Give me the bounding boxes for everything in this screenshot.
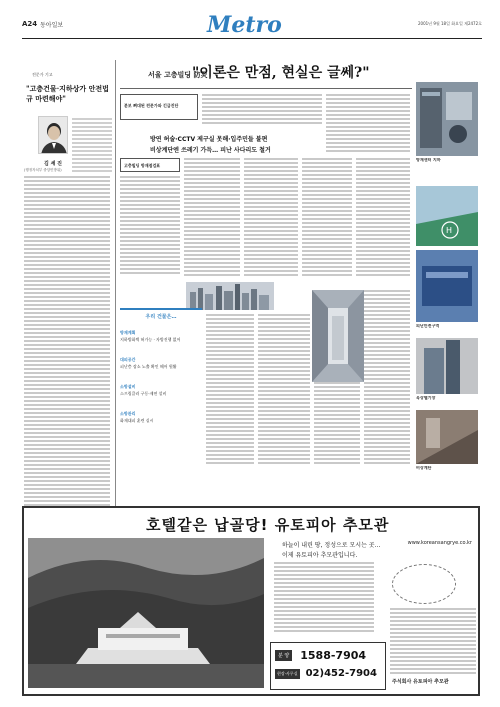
checklist-item — [120, 357, 202, 370]
ad-body-right — [390, 608, 476, 674]
checklist-item-label: 방재계획 — [120, 330, 136, 335]
rooftop-photo — [416, 186, 478, 246]
ad-phone-box — [270, 642, 386, 690]
photo-caption-1: 방재센터 지하 — [416, 158, 441, 162]
lead-intro — [202, 94, 322, 124]
checklist-item — [120, 411, 202, 424]
server-room-caption-text — [416, 158, 478, 184]
photo-caption-2: 피난안전구역 — [416, 324, 440, 328]
ad-subtitle: 하늘이 내린 땅, 정성으로 모시는 곳… — [282, 542, 381, 549]
lead-body-col-9 — [364, 290, 410, 464]
lead-intro-2 — [326, 94, 410, 154]
ad-url: www.koreansangrye.co.kr — [407, 540, 472, 546]
checklist-item-text: 스프링클러 구동·제연 설비 — [120, 391, 167, 396]
author-affiliation: (행정자치부 중앙민방위) — [24, 168, 62, 172]
sub-headline: 방연 허술·CCTV 제구실 못해·입주민들 불편 — [150, 136, 268, 143]
ad-body-left — [274, 562, 374, 634]
checklist-item-text: 지하방화벽 허가능 · 자방진행 없어 — [120, 337, 181, 342]
expert-column — [22, 72, 112, 542]
ad-badge — [392, 564, 456, 604]
lead-body-col-7 — [258, 314, 310, 464]
diagnosis-box — [120, 94, 198, 120]
photo-caption-4: 비상계단 — [416, 466, 432, 470]
ad-company: 주식회사 유토피아 추모관 — [392, 679, 449, 685]
diagnosis-box-kicker: 분보 뼈대된 전문가와 긴급진단 — [124, 103, 179, 108]
lead-body-col-3 — [244, 158, 298, 278]
city-skyline-photo — [186, 282, 274, 310]
checklist-item-label: 소방관리 — [120, 411, 136, 416]
author-portrait — [38, 116, 68, 154]
helipad-photo — [416, 338, 478, 394]
checklist-title: 우리 건물은… — [145, 314, 177, 320]
masthead — [22, 14, 482, 38]
sidebar-divider — [115, 60, 116, 550]
photo-caption-3: 옥상헬기장 — [416, 396, 436, 400]
checklist-item — [120, 384, 202, 397]
page-number: A24 — [22, 20, 38, 28]
svg-text:H: H — [446, 226, 453, 235]
issue-date: 2001년 9월 18일 화요일 제2472호 — [418, 21, 482, 26]
checklist-item — [120, 330, 202, 343]
ad-subtitle-2: 이제 유토피아 추모관입니다. — [282, 552, 358, 559]
helipad-caption-text — [416, 396, 478, 408]
paper-name: 동아일보 — [40, 22, 64, 29]
lead-body-col-1 — [120, 176, 180, 276]
lead-body-col-2 — [184, 158, 240, 278]
phone-number-office: 02)452-7904 — [305, 668, 377, 679]
phone-label-office: 현장·사무실 — [275, 669, 300, 679]
section-title: Metro — [207, 12, 282, 38]
checklist-caption-box — [120, 158, 180, 172]
sub-headline-2: 비상계단엔 쓰레기 가득… 피난 사다리도 철거 — [150, 147, 271, 154]
column-headline: "고층건물·지하상가 안전법규 마련해야" — [26, 84, 109, 103]
checklist-caption: 고층빌딩 방재점검표 — [124, 163, 161, 168]
checklist-item-label: 소방설비 — [120, 384, 136, 389]
author-name: 김 세 진 — [44, 161, 62, 167]
lead-body-col-4 — [302, 158, 352, 278]
phone-number-sales: 1588-7904 — [300, 649, 367, 662]
building-checklist — [120, 308, 202, 508]
lead-deck: 서울 고층빌딩 防災 — [148, 71, 208, 79]
lead-headline: "이론은 만점, 현실은 글쎄?" — [192, 65, 370, 81]
memorial-advertisement — [22, 506, 480, 696]
masthead-rule — [22, 38, 482, 39]
lead-body-col-5 — [356, 158, 410, 278]
safety-zone-photo — [416, 250, 478, 322]
stairwell-caption-text — [416, 466, 478, 478]
lead-body-col-6 — [206, 314, 254, 464]
phone-label-sales: 분 양 — [275, 650, 292, 661]
hallway-photo — [312, 290, 364, 382]
column-body-top — [72, 118, 112, 178]
column-kicker: 전문가 기고 — [32, 72, 53, 77]
ad-title: 호텔같은 납골당! 유토피아 추모관 — [146, 516, 390, 534]
checklist-item-text: 화재대피 훈련 실시 — [120, 418, 154, 423]
server-room-photo — [416, 82, 478, 156]
checklist-item-label: 대피공간 — [120, 357, 136, 362]
safety-zone-caption-text — [416, 324, 478, 336]
memorial-building-photo — [28, 538, 264, 688]
person-icon — [39, 117, 68, 154]
headline-rule — [120, 88, 412, 89]
stairwell-photo — [416, 410, 478, 464]
column-body — [24, 176, 110, 536]
checklist-item-text: 피난층 장소 노출 확인 해어 원활 — [120, 364, 177, 369]
